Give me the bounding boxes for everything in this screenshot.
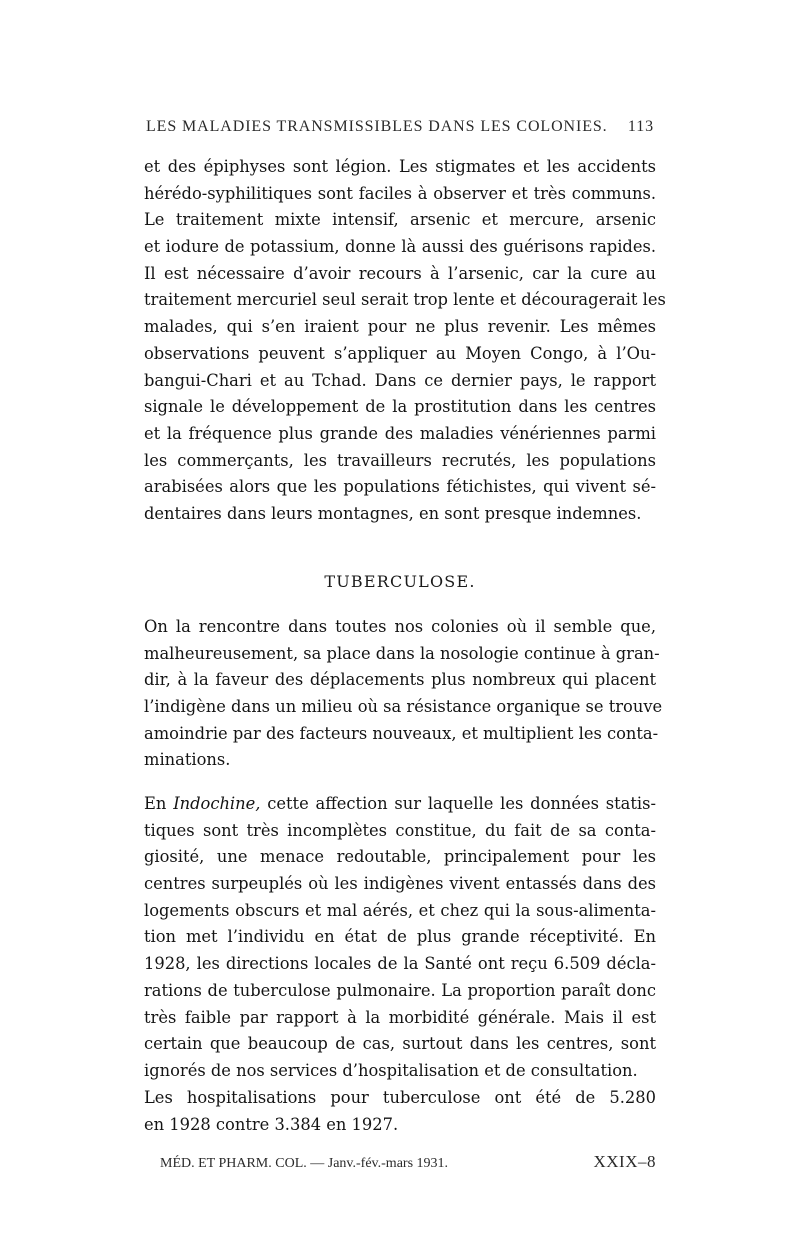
text-line: logements obscurs et mal aérés, et chez qui la sous-alimenta- (144, 900, 656, 920)
text-run: En (144, 794, 174, 813)
text-line (144, 791, 656, 818)
text-line: Il est nécessaire d’avoir recours à l’arsenic, car la cure au (144, 263, 656, 283)
place-name-italic: Indochine, (173, 794, 261, 813)
text-line: observations peuvent s’appliquer au Moyen Congo, à l’Ou- (144, 343, 656, 363)
text-line: tion met l’individu en état de plus grande réceptivité. En (144, 927, 656, 947)
text-line: 1928, les directions locales de la Santé ont reçu 6.509 décla- (144, 954, 656, 974)
paragraph-syphilis-continuation (144, 154, 666, 528)
text-line: rations de tuberculose pulmonaire. La proportion paraît donc (144, 980, 656, 1000)
text-line: signale le développement de la prostitution dans les centres (144, 397, 656, 417)
text-line: hérédo-syphilitiques sont faciles à observer et très communs. (144, 183, 656, 203)
text-line: amoindrie par des facteurs nouveaux, et multiplient les conta- (144, 723, 659, 743)
text-line: Les hospitalisations pour tuberculose ont été de 5.280 (144, 1088, 656, 1107)
text-line: traitement mercuriel seul serait trop lente et découragerait les (144, 290, 666, 310)
text-line: dentaires dans leurs montagnes, en sont presque indemnes. (144, 503, 642, 523)
text-line: On la rencontre dans toutes nos colonies où il semble que, (144, 617, 656, 636)
text-line: Le traitement mixte intensif, arsenic et mercure, arsenic (144, 210, 656, 230)
paragraph-hospitalisations (144, 1085, 656, 1138)
running-head (146, 118, 654, 136)
text-line: et la fréquence plus grande des maladies vénériennes parmi (144, 423, 656, 443)
text-line: et iodure de potassium, donne là aussi des guérisons rapides. (144, 237, 656, 257)
section-heading-tuberculose: TUBERCULOSE. (324, 572, 476, 591)
text-line: en 1928 contre 3.384 en 1927. (144, 1114, 399, 1134)
text-line: très faible par rapport à la morbidité générale. Mais il est (144, 1007, 656, 1027)
text-line: bangui-Chari et au Tchad. Dans ce dernier pays, le rapport (144, 370, 656, 390)
text-line: dir, à la faveur des déplacements plus nombreux qui placent (144, 670, 656, 690)
page-number: 113 (627, 118, 654, 135)
text-line: minations. (144, 750, 231, 770)
running-head-title: LES MALADIES TRANSMISSIBLES DANS LES COLONIES. (146, 118, 608, 135)
text-line: arabisées alors que les populations fétichistes, qui vivent sé- (144, 477, 656, 497)
text-line: certain que beaucoup de cas, surtout dans les centres, sont (144, 1034, 656, 1054)
page-footer (160, 1152, 656, 1172)
text-line: giosité, une menace redoutable, principalement pour les (144, 847, 656, 867)
footer-journal-citation: MÉD. ET PHARM. COL. — Janv.-fév.-mars 1931. (160, 1156, 449, 1171)
text-line: ignorés de nos services d’hospitalisation et de consultation. (144, 1060, 638, 1080)
text-line: malades, qui s’en iraient pour ne plus revenir. Les mêmes (144, 317, 656, 337)
text-run: cette affection sur laquelle les données statis- (260, 794, 656, 813)
footer-signature-mark: XXIX–8 (593, 1152, 656, 1171)
text-line: les commerçants, les travailleurs recrutés, les populations (144, 450, 656, 470)
text-line: malheureusement, sa place dans la nosologie continue à gran- (144, 643, 660, 663)
text-line: l’indigène dans un milieu où sa résistance organique se trouve (144, 697, 663, 717)
text-line: et des épiphyses sont légion. Les stigmates et les accidents (144, 157, 656, 176)
paragraph-indochine (144, 791, 656, 1085)
text-line: centres surpeuplés où les indigènes vivent entassés dans des (144, 874, 656, 894)
text-line: tiques sont très incomplètes constitue, du fait de sa conta- (144, 820, 656, 840)
paragraph-tuberculose-intro (144, 614, 663, 774)
